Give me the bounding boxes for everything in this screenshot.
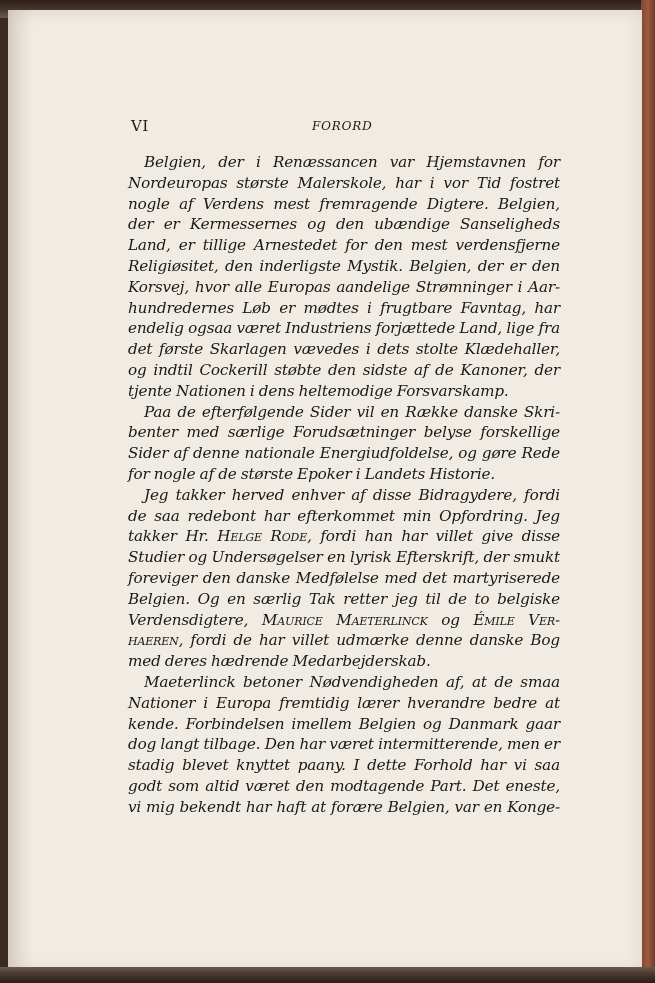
text-segment: takker Hr.: [128, 527, 218, 546]
text-segment: , fordi de har villet udmærke denne danske Bog: [178, 631, 560, 650]
text-line: [128, 610, 560, 631]
proper-name: Maurice Maeterlinck: [261, 610, 428, 629]
text-line: vi mig bekendt har haft at forære Belgien, var en Konge-: [128, 797, 560, 816]
text-line: Korsvej, hvor alle Europas aandelige Strømninger i Aar-: [128, 277, 560, 296]
text-line: Land, er tillige Arnestedet for den mest verdensfjerne: [128, 236, 560, 255]
text-segment: Verdensdigtere,: [128, 610, 262, 629]
running-title: FORORD: [312, 119, 373, 133]
text-line: og indtil Cockerill støbte den sidste af de Kanoner, der: [128, 360, 560, 379]
scan-edge-bottom: [0, 967, 655, 983]
running-head: [8, 117, 642, 139]
text-line: for nogle af de største Epoker i Landets Historie.: [128, 464, 496, 483]
text-line: Sider af denne nationale Energiudfoldelse, og gøre Rede: [128, 444, 560, 463]
text-line: Nationer i Europa fremtidig lærer hverandre bedre at: [128, 693, 560, 712]
proper-name: Helge Rode: [217, 527, 308, 546]
text-line: Nordeuropas største Malerskole, har i vor Tid fostret: [128, 173, 560, 192]
text-line: Jeg takker herved enhver af disse Bidragydere, fordi: [144, 485, 560, 504]
text-line: [128, 630, 560, 651]
text-line: Belgien, der i Renæssancen var Hjemstavnen for: [144, 153, 560, 171]
text-segment: , fordi han har villet give disse: [307, 527, 560, 546]
text-line: endelig ogsaa været Industriens forjættede Land, lige fra: [128, 319, 560, 338]
text-line: [128, 526, 560, 547]
text-line: hundredernes Løb er mødtes i frugtbare Favntag, har: [128, 298, 560, 317]
text-segment: og: [427, 610, 474, 629]
text-line: med deres hædrende Medarbejderskab.: [128, 652, 431, 671]
page-gutter-shadow: [8, 10, 34, 972]
proper-name: Émile Ver-: [473, 610, 560, 629]
body-text: [128, 152, 560, 818]
text-line: godt som altid været den modtagende Part. Det eneste,: [128, 776, 560, 795]
text-line: det første Skarlagen vævedes i dets stolte Klædehaller,: [128, 340, 560, 359]
book-page: [8, 10, 642, 972]
text-line: tjente Nationen i dens heltemodige Forsvarskamp.: [128, 381, 509, 400]
text-line: de saa redebont har efterkommet min Opfordring. Jeg: [128, 506, 560, 525]
text-line: benter med særlige Forudsætninger belyse forskellige: [128, 423, 560, 442]
proper-name: haeren: [128, 631, 179, 650]
text-line: Studier og Undersøgelser en lyrisk Efterskrift, der smukt: [128, 548, 560, 567]
page-number: VI: [131, 117, 149, 135]
text-line: Paa de efterfølgende Sider vil en Række danske Skri-: [144, 402, 560, 421]
text-line: Religiøsitet, den inderligste Mystik. Belgien, der er den: [128, 256, 560, 275]
text-line: nogle af Verdens mest fremragende Digtere. Belgien,: [128, 194, 560, 213]
text-line: Maeterlinck betoner Nødvendigheden af, at de smaa: [144, 672, 560, 691]
text-line: stadig blevet knyttet paany. I dette Forhold har vi saa: [128, 756, 560, 775]
text-line: foreviger den danske Medfølelse med det martyriserede: [128, 568, 560, 587]
text-line: der er Kermessernes og den ubændige Sanseligheds: [128, 215, 560, 234]
book-cover-edge: [641, 0, 655, 983]
text-line: dog langt tilbage. Den har været intermitterende, men er: [128, 735, 560, 754]
text-line: Belgien. Og en særlig Tak retter jeg til de to belgiske: [128, 589, 560, 608]
text-line: kende. Forbindelsen imellem Belgien og Danmark gaar: [128, 714, 560, 733]
